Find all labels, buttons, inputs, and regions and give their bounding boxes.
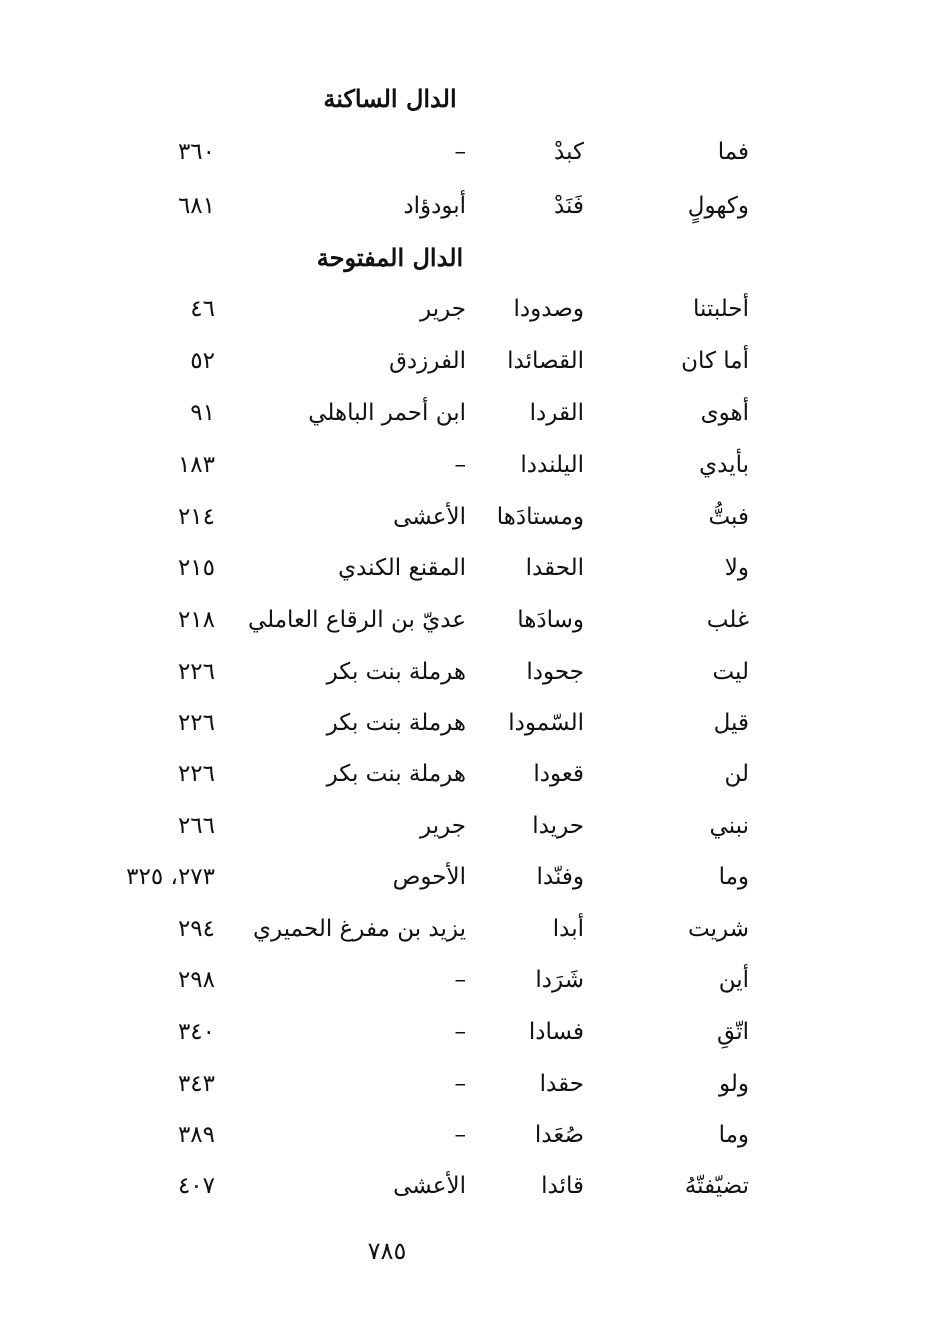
poet-name: الأحوص — [392, 864, 466, 890]
verse-opening-word: أهوى — [700, 400, 749, 426]
rhyme-word: صُعَدا — [534, 1122, 584, 1148]
table-row — [0, 602, 944, 642]
table-row — [0, 654, 944, 694]
verse-opening-word: لن — [724, 761, 749, 787]
poet-name: المقنع الكندي — [338, 555, 466, 581]
rhyme-word: حقدا — [539, 1071, 584, 1097]
rhyme-word: فسادا — [528, 1019, 584, 1045]
verse-opening-word: ولو — [719, 1071, 749, 1097]
table-row — [0, 1066, 944, 1106]
table-row — [0, 859, 944, 899]
poet-name: – — [454, 139, 466, 165]
page-reference: ٩١ — [190, 400, 215, 426]
verse-opening-word: ولا — [724, 555, 749, 581]
rhyme-word: قائدا — [541, 1173, 584, 1199]
rhyme-word: جحودا — [526, 659, 584, 685]
verse-opening-word: قيل — [713, 710, 749, 736]
page-reference: ٢١٤ — [177, 504, 215, 530]
page-reference: ١٨٣ — [177, 452, 215, 478]
verse-opening-word: أما كان — [681, 348, 749, 374]
page-reference: ٣٤٣ — [177, 1071, 215, 1097]
page-reference: ٣٨٩ — [177, 1122, 215, 1148]
page-reference: ٢١٥ — [177, 555, 215, 581]
page-reference: ٢٩٤ — [177, 916, 215, 942]
table-row — [0, 1168, 944, 1208]
verse-opening-word: بأيدي — [699, 452, 749, 478]
page-reference: ٣٤٠ — [177, 1019, 215, 1045]
section-title-fatha: الدال المفتوحة — [316, 243, 464, 272]
page-reference: ٢١٨ — [177, 607, 215, 633]
table-row — [0, 1014, 944, 1054]
table-row — [0, 550, 944, 590]
poet-name: يزيد بن مفرغ الحميري — [253, 916, 466, 942]
verse-opening-word: تضيّفتّهُ — [684, 1173, 749, 1199]
table-row — [0, 499, 944, 539]
verse-opening-word: غلب — [706, 607, 749, 633]
table-row — [0, 756, 944, 796]
rhyme-word: أبدا — [552, 916, 584, 942]
table-row — [0, 962, 944, 1002]
table-row — [0, 134, 944, 174]
poet-name: هرملة بنت بكر — [326, 659, 466, 685]
rhyme-word: قعودا — [533, 761, 584, 787]
poet-name: جرير — [420, 296, 466, 322]
poet-name: – — [454, 1019, 466, 1045]
verse-opening-word: أحلبتنا — [692, 296, 749, 322]
rhyme-word: وصدودا — [513, 296, 584, 322]
rhyme-word: كبدْ — [554, 139, 584, 165]
table-row — [0, 291, 944, 331]
table-row — [0, 1117, 944, 1157]
page-reference: ٤٦ — [190, 296, 215, 322]
poet-name: – — [454, 452, 466, 478]
table-row — [0, 188, 944, 228]
verse-opening-word: وما — [718, 1122, 749, 1148]
poet-name: عديّ بن الرقاع العاملي — [247, 607, 466, 633]
verse-opening-word: ليت — [712, 659, 749, 685]
page-reference: ٣٦٠ — [177, 139, 215, 165]
rhyme-word: شَرَدا — [535, 967, 584, 993]
table-row — [0, 447, 944, 487]
poet-name: جرير — [420, 813, 466, 839]
rhyme-word: وسادَها — [517, 607, 584, 633]
section-title-sukun: الدال الساكنة — [323, 84, 457, 113]
verse-opening-word: فما — [717, 139, 749, 165]
table-row — [0, 395, 944, 435]
poet-name: الأعشى — [393, 504, 466, 530]
verse-opening-word: وما — [718, 864, 749, 890]
page-reference: ٢٢٦ — [177, 710, 215, 736]
page-reference: ٦٨١ — [177, 193, 215, 219]
rhyme-word: وفنّدا — [536, 864, 584, 890]
page-reference: ٢٦٦ — [177, 813, 215, 839]
poet-name: – — [454, 967, 466, 993]
verse-opening-word: شريت — [688, 916, 749, 942]
page-reference: ٥٢ — [190, 348, 215, 374]
poet-name: هرملة بنت بكر — [326, 761, 466, 787]
rhyme-word: القردا — [529, 400, 584, 426]
poet-name: هرملة بنت بكر — [326, 710, 466, 736]
verse-opening-word: وكهولٍ — [687, 193, 749, 219]
poet-name: ابن أحمر الباهلي — [308, 400, 466, 426]
poet-name: الفرزدق — [389, 348, 466, 374]
page-reference: ٤٠٧ — [177, 1173, 215, 1199]
verse-opening-word: فبتُّ — [708, 504, 749, 530]
rhyme-word: السّمودا — [508, 710, 584, 736]
page-reference: ٢٢٦ — [177, 761, 215, 787]
rhyme-word: الحقدا — [525, 555, 584, 581]
rhyme-word: ومستادَها — [496, 504, 584, 530]
page-reference: ٢٩٨ — [177, 967, 215, 993]
verse-opening-word: اتّقِ — [717, 1019, 749, 1045]
page-reference: ٢٢٦ — [177, 659, 215, 685]
rhyme-word: اليلنددا — [520, 452, 584, 478]
verse-opening-word: نبني — [709, 813, 749, 839]
poet-name: أبودؤاد — [403, 193, 466, 219]
table-row — [0, 705, 944, 745]
poet-name: – — [454, 1071, 466, 1097]
rhyme-word: فَنَدْ — [553, 193, 584, 219]
table-row — [0, 808, 944, 848]
poet-name: – — [454, 1122, 466, 1148]
poet-name: الأعشى — [393, 1173, 466, 1199]
table-row — [0, 343, 944, 383]
rhyme-word: القصائدا — [507, 348, 584, 374]
verse-opening-word: أين — [718, 967, 749, 993]
rhyme-word: حريدا — [532, 813, 584, 839]
table-row — [0, 911, 944, 951]
page-number: ٧٨٥ — [367, 1237, 407, 1265]
page-reference: ٢٧٣، ٣٢٥ — [126, 864, 215, 890]
